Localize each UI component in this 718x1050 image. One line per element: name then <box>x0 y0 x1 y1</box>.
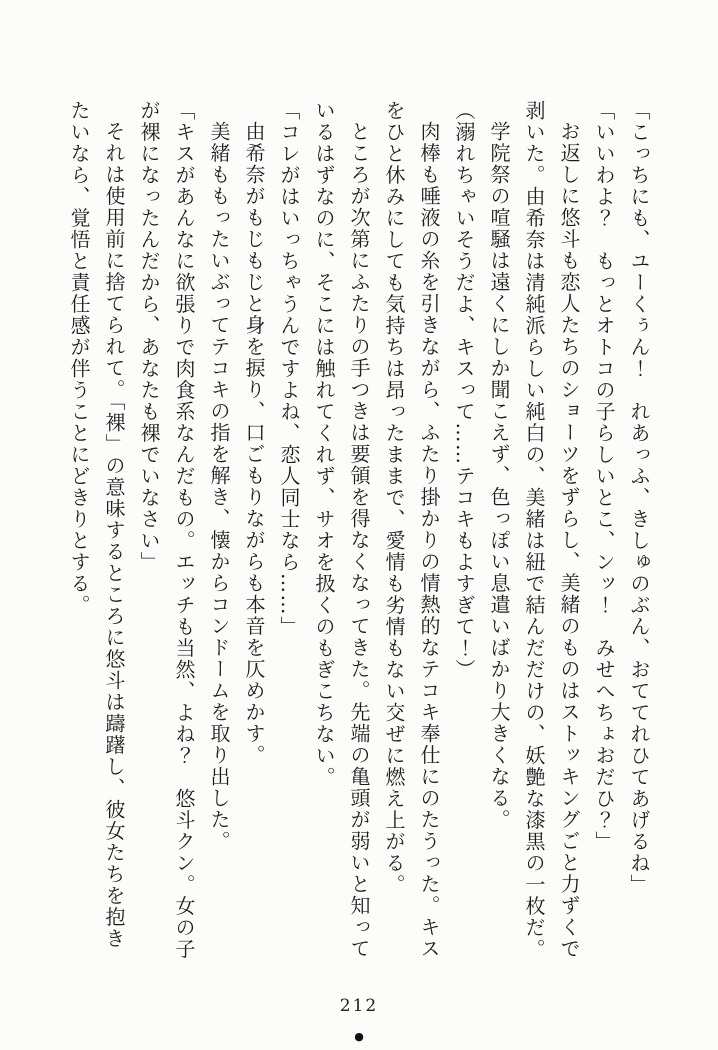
text-line: 「いいわよ？ もっとオトコの子らしいとこ、ンッ！ みせへちょおだひ？」 <box>592 100 616 853</box>
text-line: をひと休みにしても気持ちは昂ったままで、愛情も劣情もない交ぜに燃え上がる。 <box>382 100 406 896</box>
text-line: 「こっちにも、ユーくぅん！ れあっふ、きしゅのぶん、おててれひてあげるね」 <box>627 100 651 896</box>
text-line: たいなら、覚悟と責任感が伴うことにどきりとする。 <box>67 100 91 616</box>
page-text <box>61 100 656 980</box>
text-line: 由希奈がもじもじと身を捩り、口ごもりながらも本音を仄めかす。 <box>242 121 266 766</box>
text-line: 肉棒も唾液の糸を引きながら、ふたり掛かりの情熱的なテコキ奉仕にのたうった。キス <box>417 121 441 960</box>
text-line: 剥いた。由希奈は清純派らしい純白の、美緒は紐で結んだだけの、妖艶な漆黒の一枚だ。 <box>522 100 546 960</box>
text-line: 「キスがあんなに欲張りで肉食系なんだもの。エッチも当然、よね？ 悠斗クン。女の子 <box>172 100 196 960</box>
text-line: 「コレがはいっちゃうんですよね、恋人同士なら……」 <box>277 100 301 638</box>
text-line: 美緒ももったいぶってテコキの指を解き、懐からコンドームを取り出した。 <box>207 121 231 852</box>
page-number: 212 <box>339 996 379 1016</box>
text-line: 学院祭の喧騒は遠くにしか聞こえず、色っぽい息遣いばかり大きくなる。 <box>487 121 511 831</box>
footer-dot-ornament: ● <box>354 1030 364 1043</box>
text-line: ところが次第にふたりの手つきは要領を得なくなってきた。先端の亀頭が弱いと知って <box>347 121 371 960</box>
text-line: いるはずなのに、そこには触れてくれず、サオを扱くのもぎこちない。 <box>312 100 336 788</box>
text-line: （溺れちゃいそうだよ、キスって……テコキもよすぎて！） <box>452 100 476 681</box>
text-line: が裸になったんだから、あなたも裸でいなさい」 <box>137 100 161 573</box>
text-line: それは使用前に捨てられて。「裸」の意味するところに悠斗は躊躇し、彼女たちを抱き <box>102 121 126 950</box>
text-line: お返しに悠斗も恋人たちのショーツをずらし、美緒のものはストッキングごと力ずくで <box>557 121 581 960</box>
